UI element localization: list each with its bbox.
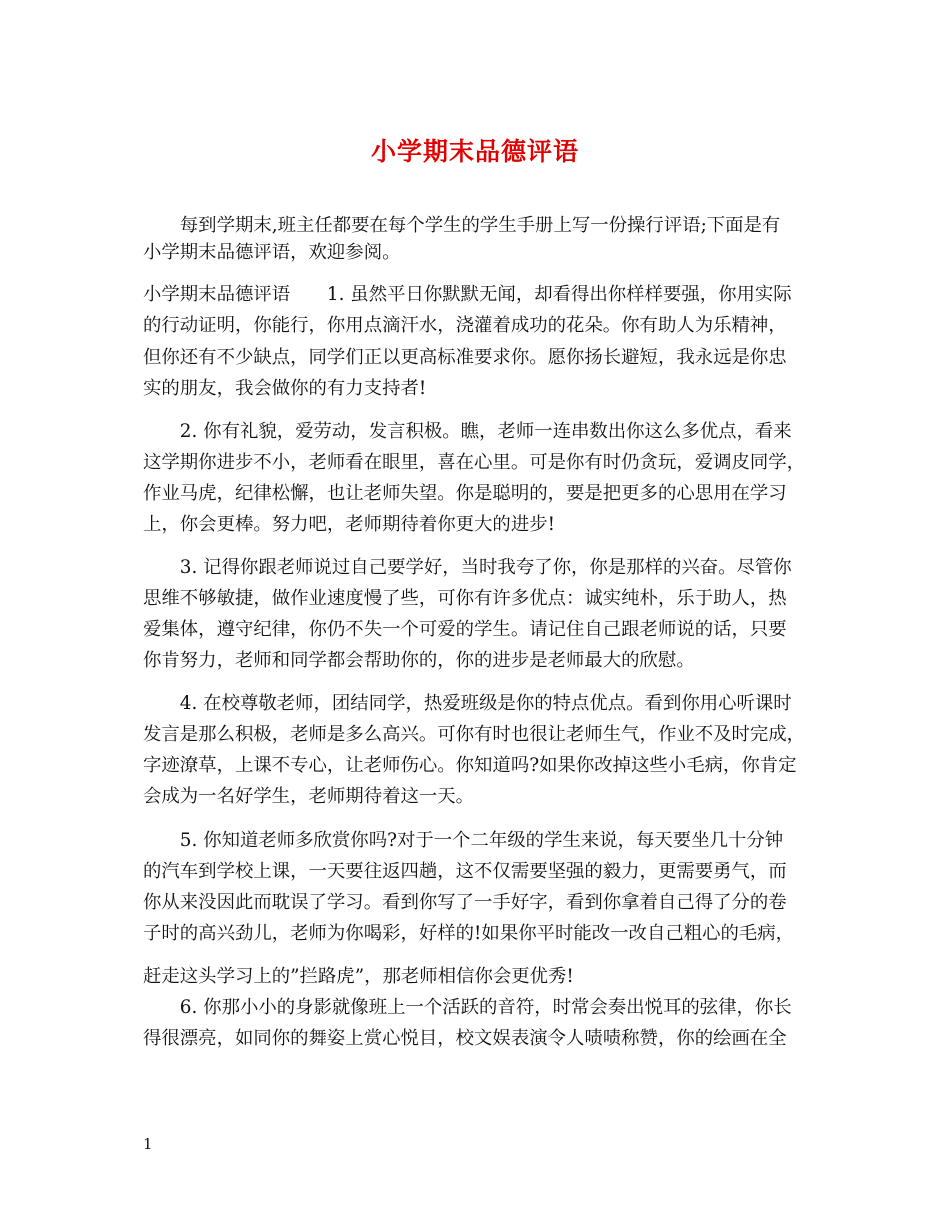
body-text-line: 字迹潦草，上课不专心，让老师伤心。你知道吗?如果你改掉这些小毛病，你肯定 [143,755,797,776]
body-text-line: 你从来没因此而耽误了学习。看到你写了一手好字，看到你拿着自己得了分的卷 [143,892,787,913]
body-text-line: 2. 你有礼貌，爱劳动，发言积极。瞧，老师一连串数出你这么多优点，看来 [143,421,792,442]
body-text-line: 子时的高兴劲儿，老师为你喝彩，好样的!如果你平时能改一改自己粗心的毛病， [143,923,795,944]
body-text-line: 实的朋友，我会做你的有力支持者! [143,378,427,399]
body-text-line: 每到学期末,班主任都要在每个学生的学生手册上写一份操行评语;下面是有 [143,215,781,236]
body-text-line: 小学期末品德评语 1. 虽然平日你默默无闻，却看得出你样样要强，你用实际 [143,284,792,305]
body-text-line: 5. 你知道老师多欣赏你吗?对于一个二年级的学生来说，每天要坐几十分钟 [143,830,784,851]
body-text-line: 但你还有不少缺点，同学们正以更高标准要求你。愿你扬长避短，我永远是你忠 [143,347,787,368]
body-text-line: 4. 在校尊敬老师，团结同学，热爱班级是你的特点优点。看到你用心听课时 [143,693,792,714]
body-text-line: 6. 你那小小的身影就像班上一个活跃的音符，时常会奏出悦耳的弦律，你长 [143,997,792,1018]
page-number: 1 [143,1135,153,1153]
body-text-line: 你肯努力，老师和同学都会帮助你的，你的进步是老师最大的欣慰。 [143,650,695,671]
body-text-line: 小学期末品德评语，欢迎参阅。 [143,242,401,263]
body-text-line: 发言是那么积极，老师是多么高兴。可你有时也很让老师生气，作业不及时完成， [143,724,806,745]
body-text-line: 上，你会更棒。努力吧，老师期待着你更大的进步! [143,514,555,535]
body-text-line: 思维不够敏捷，做作业速度慢了些，可你有许多优点：诚实纯朴，乐于助人，热 [143,588,787,609]
body-text-line: 得很漂亮，如同你的舞姿上赏心悦目，校文娱表演令人啧啧称赞，你的绘画在全 [143,1028,787,1049]
body-text-line: 赶走这头学习上的”拦路虎”，那老师相信你会更优秀! [143,966,574,987]
body-text-line: 作业马虎，纪律松懈，也让老师失望。你是聪明的，要是把更多的心思用在学习 [143,483,787,504]
body-text-line: 3. 记得你跟老师说过自己要学好，当时我夸了你，你是那样的兴奋。尽管你 [143,557,792,578]
body-text-line: 会成为一名好学生，老师期待着这一天。 [143,786,475,807]
body-text-line: 这学期你进步不小，老师看在眼里，喜在心里。可是你有时仍贪玩，爱调皮同学， [143,452,806,473]
body-text-line: 的行动证明，你能行，你用点滴汗水，浇灌着成功的花朵。你有助人为乐精神， [143,315,787,336]
document-title: 小学期末品德评语 [370,137,579,166]
body-text-line: 的汽车到学校上课，一天要往返四趟，这不仅需要坚强的毅力，更需要勇气，而 [143,861,787,882]
body-text-line: 爱集体，遵守纪律，你仍不失一个可爱的学生。请记住自己跟老师说的话，只要 [143,619,787,640]
